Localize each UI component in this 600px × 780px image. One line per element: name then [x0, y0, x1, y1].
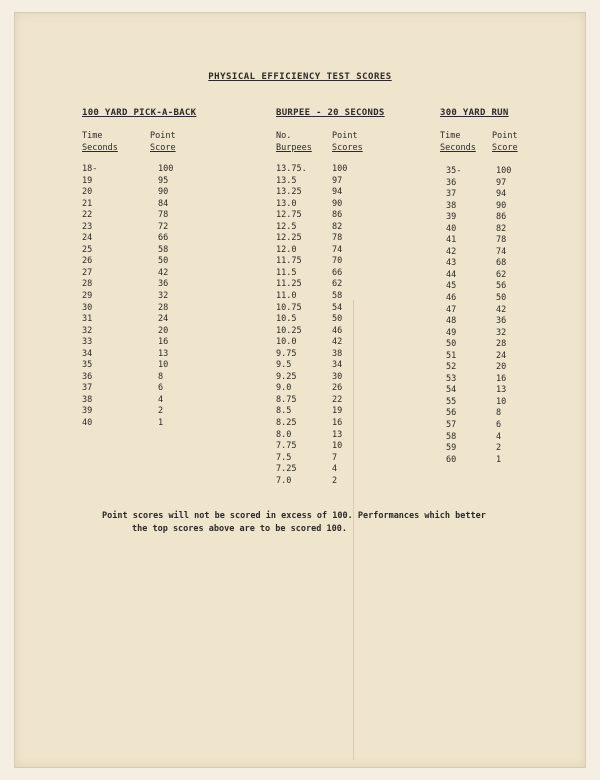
table-row	[446, 166, 526, 178]
row-value: 49	[446, 327, 457, 338]
row-score: 74	[496, 246, 507, 257]
scoring-note	[102, 510, 562, 536]
row-value: 12.75	[276, 210, 302, 221]
table-row	[276, 187, 376, 199]
row-value: 38	[82, 394, 93, 405]
table-row	[276, 395, 376, 407]
row-score: 24	[158, 314, 169, 325]
row-value: 10.0	[276, 337, 297, 348]
table-row	[446, 328, 526, 340]
table-row	[82, 349, 192, 361]
row-value: 9.75	[276, 348, 297, 359]
row-score: 97	[332, 175, 343, 186]
page-title-text: PHYSICAL EFFICIENCY TEST SCORES	[208, 72, 392, 82]
row-value: 7.25	[276, 464, 297, 475]
row-value: 39	[82, 406, 93, 417]
row-score: 13	[158, 348, 169, 359]
table-row	[82, 199, 192, 211]
row-value: 11.75	[276, 256, 302, 267]
row-value: 33	[82, 337, 93, 348]
row-value: 60	[446, 454, 457, 465]
row-score: 66	[158, 233, 169, 244]
table-row	[446, 443, 526, 455]
table-row	[82, 406, 192, 418]
column-header-line: Point	[492, 131, 518, 141]
table-row	[446, 201, 526, 213]
table-row	[82, 279, 192, 291]
row-score: 10	[158, 360, 169, 371]
row-score: 100	[158, 164, 174, 174]
row-value: 11.25	[276, 279, 302, 290]
row-value: 10.75	[276, 302, 302, 313]
row-score: 16	[332, 418, 343, 429]
table-row	[446, 224, 526, 236]
table-row	[276, 383, 376, 395]
row-score: 95	[158, 175, 169, 186]
row-score: 100	[332, 164, 348, 174]
table-row	[82, 360, 192, 372]
row-score: 50	[496, 293, 507, 304]
row-value: 47	[446, 304, 457, 315]
row-value: 36	[446, 177, 457, 188]
row-score: 72	[158, 221, 169, 232]
column-header-line: Seconds	[82, 143, 118, 153]
row-score: 90	[332, 198, 343, 209]
column-header-point-scores	[332, 130, 363, 154]
row-score: 28	[158, 302, 169, 313]
column-header-line: Seconds	[440, 143, 476, 153]
table-row	[276, 164, 376, 176]
row-score: 30	[332, 371, 343, 382]
table-row	[276, 326, 376, 338]
row-score: 46	[332, 325, 343, 336]
row-score: 42	[496, 304, 507, 315]
row-score: 32	[496, 327, 507, 338]
row-score: 78	[496, 235, 507, 246]
row-value: 9.0	[276, 383, 292, 394]
row-value: 9.5	[276, 360, 292, 371]
table-row	[276, 222, 376, 234]
column-header-line: Point	[332, 131, 358, 141]
row-value: 28	[82, 279, 93, 290]
table-row	[82, 418, 192, 430]
row-value: 13.0	[276, 198, 297, 209]
row-score: 54	[332, 302, 343, 313]
table-row	[446, 362, 526, 374]
table-row	[446, 420, 526, 432]
row-score: 66	[332, 267, 343, 278]
row-score: 6	[496, 420, 502, 431]
row-score: 26	[332, 383, 343, 394]
row-value: 34	[82, 348, 93, 359]
table-row	[446, 178, 526, 190]
scoring-note-line-1: Point scores will not be scored in excess of 100. Performances which better	[102, 511, 486, 521]
table-row	[276, 279, 376, 291]
row-score: 58	[332, 291, 343, 302]
row-value: 23	[82, 221, 93, 232]
row-value: 44	[446, 269, 457, 280]
table-row	[446, 247, 526, 259]
row-score: 8	[496, 408, 502, 419]
row-score: 22	[332, 394, 343, 405]
table-row	[446, 339, 526, 351]
column-header-run-time	[440, 130, 476, 154]
row-score: 58	[158, 244, 169, 255]
row-score: 50	[158, 256, 169, 267]
table-row	[82, 222, 192, 234]
row-value: 22	[82, 210, 93, 221]
row-score: 8	[158, 371, 164, 382]
row-score: 68	[496, 258, 507, 269]
row-value: 55	[446, 396, 457, 407]
table-row	[276, 349, 376, 361]
table-row	[82, 187, 192, 199]
table-row	[446, 293, 526, 305]
table-row	[446, 305, 526, 317]
row-value: 11.0	[276, 291, 297, 302]
row-value: 13.25	[276, 187, 302, 198]
row-value: 10.5	[276, 314, 297, 325]
row-value: 20	[82, 187, 93, 198]
table-row	[446, 270, 526, 282]
row-value: 31	[82, 314, 93, 325]
row-value: 12.0	[276, 244, 297, 255]
row-score: 74	[332, 244, 343, 255]
section-heading-burpee: BURPEE - 20 SECONDS	[276, 108, 385, 118]
row-score: 94	[496, 189, 507, 200]
table-row	[276, 210, 376, 222]
row-score: 2	[332, 475, 338, 486]
row-value: 8.75	[276, 394, 297, 405]
table-row	[446, 385, 526, 397]
row-value: 37	[446, 189, 457, 200]
row-value: 9.25	[276, 371, 297, 382]
table-row	[446, 397, 526, 409]
row-score: 16	[496, 373, 507, 384]
row-score: 38	[332, 348, 343, 359]
row-score: 82	[496, 223, 507, 234]
row-value: 19	[82, 175, 93, 186]
row-value: 45	[446, 281, 457, 292]
table-row	[82, 233, 192, 245]
row-value: 11.5	[276, 267, 297, 278]
row-value: 50	[446, 339, 457, 350]
score-table-pick-a-back	[82, 164, 192, 430]
row-score: 10	[496, 396, 507, 407]
row-score: 6	[158, 383, 164, 394]
row-score: 97	[496, 177, 507, 188]
row-value: 13.5	[276, 175, 297, 186]
column-header-line: Time	[82, 131, 103, 141]
page-title	[0, 72, 600, 82]
table-row	[276, 418, 376, 430]
table-row	[82, 326, 192, 338]
table-row	[446, 351, 526, 363]
row-value: 57	[446, 420, 457, 431]
row-value: 27	[82, 267, 93, 278]
row-value: 10.25	[276, 325, 302, 336]
table-row	[82, 314, 192, 326]
row-score: 36	[496, 316, 507, 327]
row-value: 26	[82, 256, 93, 267]
table-row	[276, 256, 376, 268]
row-value: 21	[82, 198, 93, 209]
row-value: 48	[446, 316, 457, 327]
row-score: 56	[496, 281, 507, 292]
row-score: 94	[332, 187, 343, 198]
column-header-point-score	[150, 130, 176, 154]
table-row	[446, 432, 526, 444]
row-value: 59	[446, 443, 457, 454]
column-header-line: No.	[276, 131, 292, 141]
row-score: 50	[332, 314, 343, 325]
table-row	[276, 337, 376, 349]
row-score: 36	[158, 279, 169, 290]
score-table-300-yard-run	[446, 166, 526, 466]
row-score: 90	[496, 200, 507, 211]
row-value: 8.5	[276, 406, 292, 417]
row-value: 29	[82, 291, 93, 302]
row-score: 13	[496, 385, 507, 396]
row-score: 7	[332, 452, 338, 463]
table-row	[82, 245, 192, 257]
row-value: 12.25	[276, 233, 302, 244]
row-score: 20	[496, 362, 507, 373]
row-score: 20	[158, 325, 169, 336]
row-value: 18-	[82, 164, 98, 174]
row-score: 1	[496, 454, 502, 465]
table-row	[446, 189, 526, 201]
row-value: 12.5	[276, 221, 297, 232]
row-value: 58	[446, 431, 457, 442]
table-row	[82, 383, 192, 395]
row-score: 28	[496, 339, 507, 350]
row-value: 52	[446, 362, 457, 373]
row-value: 8.25	[276, 418, 297, 429]
table-row	[276, 233, 376, 245]
row-value: 7.0	[276, 475, 292, 486]
table-row	[276, 453, 376, 465]
row-score: 82	[332, 221, 343, 232]
row-value: 56	[446, 408, 457, 419]
section-heading-300-yard-run: 300 YARD RUN	[440, 108, 509, 118]
row-score: 78	[158, 210, 169, 221]
column-header-line: Scores	[332, 143, 363, 153]
row-value: 38	[446, 200, 457, 211]
row-value: 43	[446, 258, 457, 269]
table-row	[82, 395, 192, 407]
row-score: 86	[496, 212, 507, 223]
row-value: 8.0	[276, 429, 292, 440]
row-value: 37	[82, 383, 93, 394]
row-value: 41	[446, 235, 457, 246]
column-header-line: Time	[440, 131, 461, 141]
column-header-line: Burpees	[276, 143, 312, 153]
row-value: 32	[82, 325, 93, 336]
row-score: 42	[158, 267, 169, 278]
row-score: 16	[158, 337, 169, 348]
row-value: 40	[446, 223, 457, 234]
table-row	[82, 291, 192, 303]
table-row	[276, 176, 376, 188]
row-score: 13	[332, 429, 343, 440]
row-value: 13.75.	[276, 164, 307, 174]
table-row	[276, 268, 376, 280]
column-header-line: Point	[150, 131, 176, 141]
table-row	[276, 464, 376, 476]
row-score: 34	[332, 360, 343, 371]
section-heading-pick-a-back: 100 YARD PICK-A-BACK	[82, 108, 197, 118]
table-row	[446, 212, 526, 224]
row-value: 53	[446, 373, 457, 384]
table-row	[276, 314, 376, 326]
scoring-note-line-2: the top scores above are to be scored 100.	[132, 524, 347, 534]
table-row	[446, 281, 526, 293]
table-row	[82, 256, 192, 268]
column-header-run-score	[492, 130, 518, 154]
row-score: 100	[496, 166, 512, 176]
table-row	[276, 360, 376, 372]
table-row	[276, 291, 376, 303]
row-score: 4	[158, 394, 164, 405]
row-score: 70	[332, 256, 343, 267]
row-score: 62	[496, 269, 507, 280]
row-score: 2	[496, 443, 502, 454]
row-value: 36	[82, 371, 93, 382]
table-row	[446, 455, 526, 467]
row-score: 78	[332, 233, 343, 244]
table-row	[276, 303, 376, 315]
table-row	[276, 441, 376, 453]
table-row	[276, 199, 376, 211]
row-score: 42	[332, 337, 343, 348]
table-row	[446, 235, 526, 247]
row-value: 7.5	[276, 452, 292, 463]
row-value: 35-	[446, 166, 462, 176]
row-score: 2	[158, 406, 164, 417]
row-score: 4	[332, 464, 338, 475]
table-row	[82, 337, 192, 349]
row-value: 42	[446, 246, 457, 257]
row-value: 7.75	[276, 441, 297, 452]
table-row	[276, 245, 376, 257]
table-row	[82, 164, 192, 176]
table-row	[276, 372, 376, 384]
table-row	[446, 258, 526, 270]
row-value: 40	[82, 418, 93, 429]
column-header-line: Score	[150, 143, 176, 153]
column-header-time	[82, 130, 118, 154]
row-score: 4	[496, 431, 502, 442]
row-score: 84	[158, 198, 169, 209]
table-row	[82, 303, 192, 315]
row-value: 35	[82, 360, 93, 371]
row-value: 39	[446, 212, 457, 223]
table-row	[82, 176, 192, 188]
column-header-burpees	[276, 130, 312, 154]
table-row	[446, 374, 526, 386]
column-header-line: Score	[492, 143, 518, 153]
table-row	[276, 430, 376, 442]
row-score: 24	[496, 350, 507, 361]
row-score: 62	[332, 279, 343, 290]
row-value: 30	[82, 302, 93, 313]
table-row	[82, 210, 192, 222]
row-value: 54	[446, 385, 457, 396]
row-score: 1	[158, 418, 164, 429]
row-value: 25	[82, 244, 93, 255]
row-score: 86	[332, 210, 343, 221]
row-value: 46	[446, 293, 457, 304]
row-value: 24	[82, 233, 93, 244]
row-score: 10	[332, 441, 343, 452]
row-score: 32	[158, 291, 169, 302]
table-row	[82, 268, 192, 280]
row-score: 19	[332, 406, 343, 417]
table-row	[82, 372, 192, 384]
table-row	[446, 316, 526, 328]
row-value: 51	[446, 350, 457, 361]
table-row	[446, 408, 526, 420]
table-row	[276, 406, 376, 418]
score-table-burpee	[276, 164, 376, 487]
row-score: 90	[158, 187, 169, 198]
table-row	[276, 476, 376, 488]
